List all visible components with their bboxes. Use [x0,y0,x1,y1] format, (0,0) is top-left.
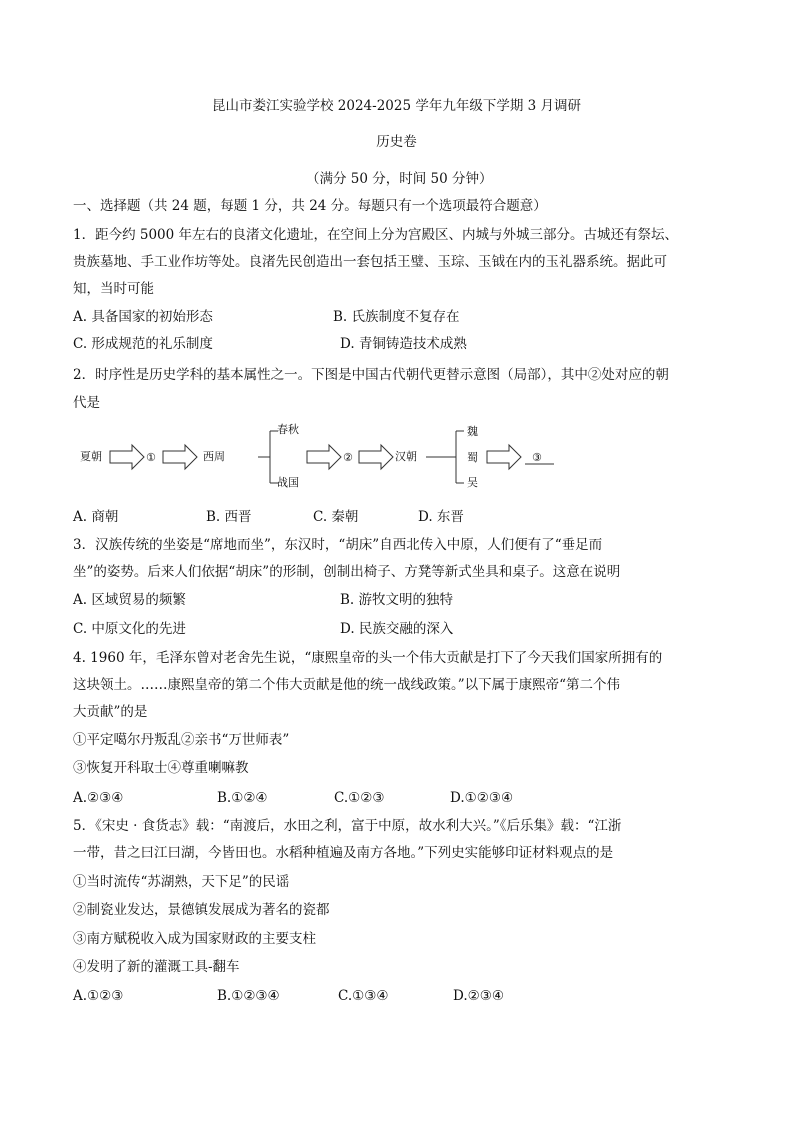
statement-item: ④发明了新的灌溉工具-翻车 [73,959,240,975]
option-d[interactable]: D.①②③④ [450,790,514,806]
placeholder-2: ② [343,451,353,464]
arrow-shape [163,445,197,469]
question-text-line: 1．距今约 5000 年左右的良渚文化遗址，在空间上分为宫殿区、内城与外城三部分。古城还有祭坛、 [73,227,679,243]
statement-item: ①平定噶尔丹叛乱②亲书“万世师表” [73,732,290,748]
option-a[interactable]: A. 具备国家的初始形态 [73,309,213,325]
branch-bracket [258,431,278,483]
option-a[interactable]: A.①②③ [73,988,124,1004]
option-c[interactable]: C.①②③ [334,790,385,806]
question-text-line: 4. 1960 年，毛泽东曾对老舍先生说，“康熙皇帝的头一个伟大贡献是打下了今天我们国家所拥有的 [73,650,663,666]
option-d[interactable]: D. 民族交融的深入 [340,621,454,637]
option-c[interactable]: C.①③④ [338,988,389,1004]
arrow-shape [110,445,144,469]
option-d[interactable]: D. 青铜铸造技术成熟 [340,336,467,352]
option-b[interactable]: B. 西晋 [206,509,252,525]
question-text-line: 大贡献”的是 [73,704,148,720]
option-c[interactable]: C. 形成规范的礼乐制度 [73,336,213,352]
subject-title: 历史卷 [376,134,417,150]
statement-item: ③恢复开科取士④尊重喇嘛教 [73,760,249,776]
arrow-shape [307,445,341,469]
option-a[interactable]: A. 商朝 [73,509,119,525]
question-text-line: 代是 [73,395,100,411]
dynasty-xia: 夏朝 [80,450,102,463]
question-text-line: 这块领土。……康熙皇帝的第二个伟大贡献是他的统一战线政策。”以下属于康熙帝“第二个伟 [73,677,621,693]
statement-item: ②制瓷业发达，景德镇发展成为著名的瓷都 [73,902,330,918]
option-c[interactable]: C. 中原文化的先进 [73,621,186,637]
period-zhanguo: 战国 [277,476,299,489]
option-d[interactable]: D. 东晋 [418,509,464,525]
arrow-shape [359,445,393,469]
dynasty-han: 汉朝 [395,450,417,463]
option-b[interactable]: B. 氏族制度不复存在 [333,309,460,325]
question-text-line: 知，当时可能 [73,281,154,297]
option-b[interactable]: B.①②④ [217,790,268,806]
dynasty-timeline-diagram [70,415,570,495]
question-text-line: 3．汉族传统的坐姿是“席地而坐”，东汉时，“胡床”自西北传入中原，人们便有了“垂足而 [73,537,603,553]
section-heading: 一、选择题（共 24 题，每题 1 分，共 24 分。每题只有一个选项最符合题意） [73,198,547,214]
option-d[interactable]: D.②③④ [453,988,504,1004]
question-text-line: 坐”的姿势。后来人们依据“胡床”的形制，创制出椅子、方凳等新式坐具和桌子。这意在说明 [73,564,621,580]
arrow-shape [487,445,521,469]
question-text-line: 一带，昔之曰江曰湖，今皆田也。水稻种植遍及南方各地。”下列史实能够印证材料观点的是 [73,845,614,861]
placeholder-1: ① [146,451,156,464]
score-time: （满分 50 分，时间 50 分钟） [306,171,493,187]
dynasty-xizhou: 西周 [203,450,225,463]
school-title: 昆山市娄江实验学校 2024-2025 学年九年级下学期 3 月调研 [211,98,582,114]
branch-bracket [426,431,464,483]
option-b[interactable]: B. 游牧文明的独特 [340,592,454,608]
kingdom-shu: 蜀 [467,451,478,464]
placeholder-3: ③ [532,451,542,464]
question-text-line: 贵族墓地、手工业作坊等处。良渚先民创造出一套包括王璧、玉琮、玉钺在内的玉礼器系统。据此可 [73,254,667,270]
question-text-line: 5．《宋史 · 食货志》载：“南渡后，水田之利，富于中原，故水利大兴。”《后乐集》载：“江浙 [73,818,622,834]
kingdom-wu: 吴 [467,476,478,489]
option-a[interactable]: A. 区域贸易的频繁 [73,592,186,608]
question-text-line: 2．时序性是历史学科的基本属性之一。下图是中国古代朝代更替示意图（局部），其中②处对应的朝 [73,367,669,383]
kingdom-wei: 魏 [467,425,478,438]
option-a[interactable]: A.②③④ [73,790,124,806]
option-c[interactable]: C. 秦朝 [313,509,359,525]
statement-item: ①当时流传“苏湖熟，天下足”的民谣 [73,874,290,890]
period-chunqiu: 春秋 [277,423,299,436]
statement-item: ③南方赋税收入成为国家财政的主要支柱 [73,931,316,947]
option-b[interactable]: B.①②③④ [217,988,280,1004]
